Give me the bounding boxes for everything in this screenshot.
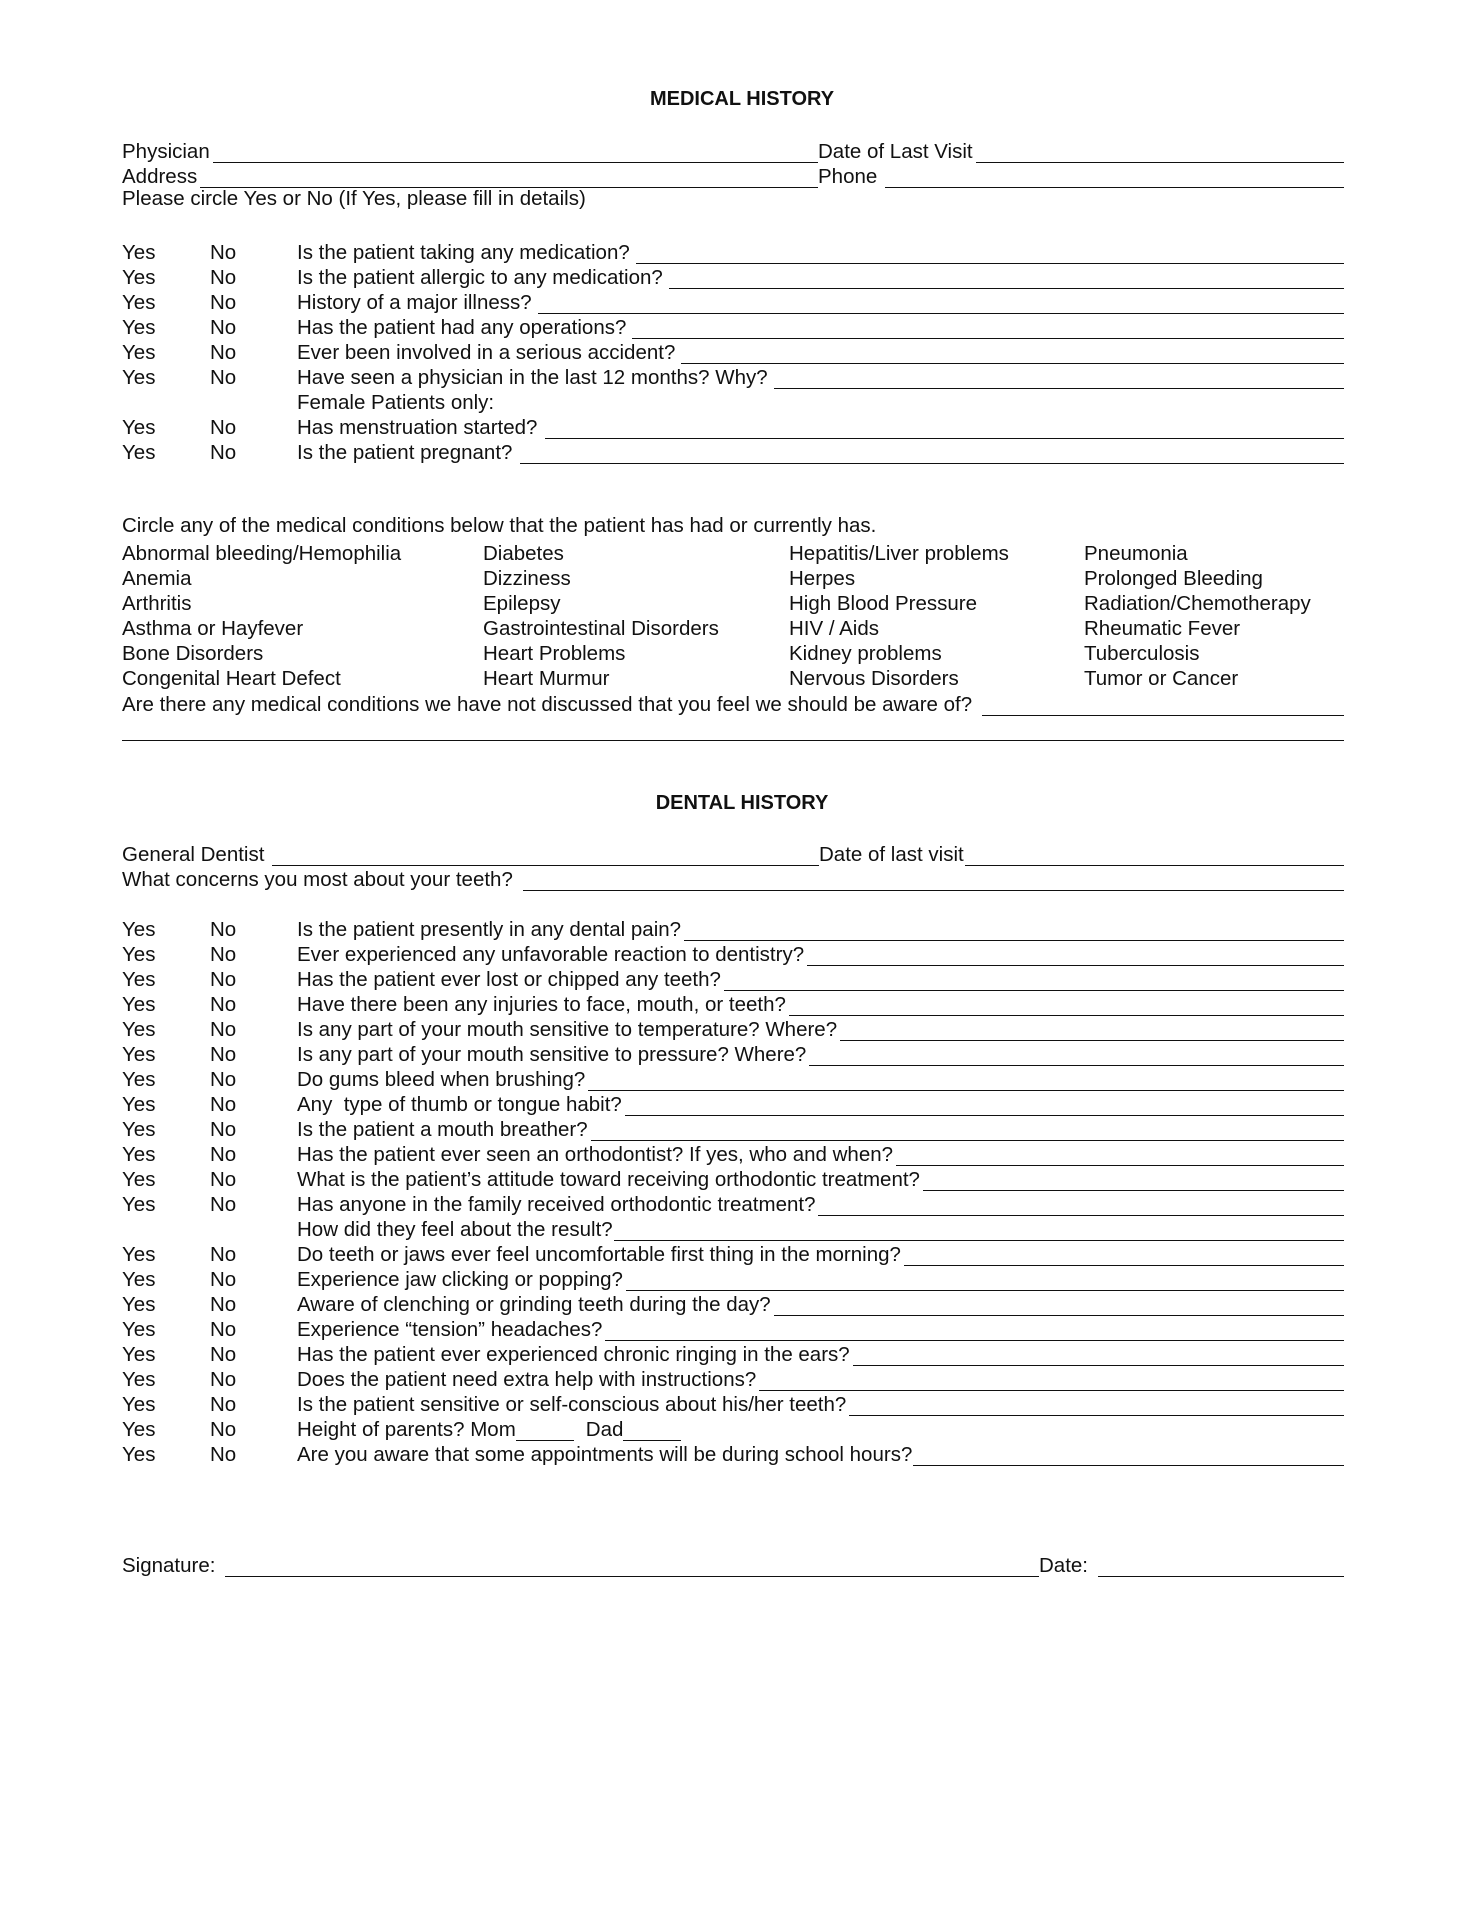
answer-field[interactable] (538, 293, 1344, 314)
signature-row (122, 1552, 1344, 1577)
question-row (122, 364, 1344, 389)
question-text: Ever experienced any unfavorable reaction to dentistry? (297, 943, 805, 966)
no-option[interactable]: No (210, 1068, 237, 1091)
concerns-label: What concerns you most about your teeth? (122, 868, 513, 891)
yes-option[interactable]: Yes (122, 1393, 156, 1416)
signature-label: Signature: (122, 1554, 216, 1577)
question (297, 242, 1344, 264)
answer-field[interactable] (588, 1070, 1344, 1091)
no-option[interactable]: No (210, 366, 237, 389)
no-option[interactable]: No (210, 1368, 237, 1391)
question-text: Is any part of your mouth sensitive to temperature? Where? (297, 1018, 838, 1041)
condition-option[interactable]: Rheumatic Fever (1084, 617, 1241, 640)
question-row (122, 439, 1344, 464)
condition-option[interactable]: Nervous Disorders (789, 667, 959, 690)
school-hours-field[interactable] (913, 1445, 1344, 1466)
no-option[interactable]: No (210, 291, 237, 314)
question-row (122, 1316, 1344, 1341)
question-row (122, 1066, 1344, 1091)
conditions-row (122, 665, 1344, 690)
condition-option[interactable]: Abnormal bleeding/Hemophilia (122, 542, 402, 565)
yes-option[interactable]: Yes (122, 1143, 156, 1166)
conditions-intro: Circle any of the medical conditions below that the patient has had or currently has. (122, 514, 877, 537)
question-text: Is any part of your mouth sensitive to pressure? Where? (297, 1043, 807, 1066)
dental-history-title: DENTAL HISTORY (655, 792, 829, 814)
condition-option[interactable]: Gastrointestinal Disorders (483, 617, 719, 640)
answer-field[interactable] (923, 1170, 1344, 1191)
concerns-row (122, 866, 1344, 891)
female-patients-label-row (122, 389, 1344, 414)
answer-field[interactable] (605, 1320, 1344, 1341)
question-text: Do teeth or jaws ever feel uncomfortable first thing in the morning? (297, 1243, 901, 1266)
yes-option[interactable]: Yes (122, 1318, 156, 1341)
question-row (122, 1191, 1344, 1216)
no-option[interactable]: No (210, 1318, 237, 1341)
question (297, 1369, 1344, 1391)
question-row (122, 289, 1344, 314)
yes-option[interactable]: Yes (122, 1043, 156, 1066)
question-text: Is the patient a mouth breather? (297, 1118, 588, 1141)
question-row (122, 314, 1344, 339)
no-option[interactable]: No (210, 416, 237, 439)
general-dentist-row (122, 841, 1344, 866)
question-text: Is the patient presently in any dental pain? (297, 918, 682, 941)
yes-option[interactable]: Yes (122, 993, 156, 1016)
date-field[interactable] (1098, 1556, 1344, 1577)
question-text: Is the patient allergic to any medication? (297, 266, 663, 289)
question (297, 1119, 1344, 1141)
question-text: Does the patient need extra help with instructions? (297, 1368, 757, 1391)
conditions-row (122, 565, 1344, 590)
no-option[interactable]: No (210, 1168, 237, 1191)
condition-option[interactable]: Diabetes (483, 542, 564, 565)
yes-option[interactable]: Yes (122, 1243, 156, 1266)
question (297, 919, 1344, 941)
dental-date-of-last-visit-label: Date of last visit (819, 843, 964, 866)
no-option[interactable]: No (210, 1343, 237, 1366)
answer-field[interactable] (591, 1120, 1344, 1141)
question-row (122, 1091, 1344, 1116)
answer-field[interactable] (774, 1295, 1344, 1316)
condition-option[interactable]: High Blood Pressure (789, 592, 978, 615)
question-row (122, 1116, 1344, 1141)
question (297, 417, 1344, 439)
date-of-last-visit-field[interactable] (976, 142, 1344, 163)
question-text: Experience jaw clicking or popping? (297, 1268, 623, 1291)
height-question-mom-label: Height of parents? Mom (297, 1418, 516, 1441)
dad-height-field[interactable] (623, 1420, 681, 1441)
question-text: Has the patient had any operations? (297, 316, 627, 339)
question-text: Has the patient ever lost or chipped any teeth? (297, 968, 721, 991)
yes-option[interactable]: Yes (122, 441, 156, 464)
question-text: Is the patient pregnant? (297, 441, 513, 464)
question (297, 969, 1344, 991)
no-option[interactable]: No (210, 1018, 237, 1041)
condition-option[interactable]: Arthritis (122, 592, 192, 615)
no-option[interactable]: No (210, 1118, 237, 1141)
question (297, 994, 1344, 1016)
no-option[interactable]: No (210, 918, 237, 941)
conditions-row (122, 590, 1344, 615)
followup-row (122, 1216, 1344, 1241)
yes-option[interactable]: Yes (122, 1418, 156, 1441)
question-row (122, 1241, 1344, 1266)
no-option[interactable]: No (210, 1393, 237, 1416)
condition-option[interactable]: Pneumonia (1084, 542, 1188, 565)
question-text: Has the patient ever seen an orthodontist? If yes, who and when? (297, 1143, 894, 1166)
question-row (122, 264, 1344, 289)
yes-option[interactable]: Yes (122, 1368, 156, 1391)
no-option[interactable]: No (210, 341, 237, 364)
no-option[interactable]: No (210, 316, 237, 339)
question-row (122, 239, 1344, 264)
yes-option[interactable]: Yes (122, 943, 156, 966)
answer-field[interactable] (636, 243, 1344, 264)
question-row (122, 414, 1344, 439)
question-text: Is the patient taking any medication? (297, 241, 630, 264)
other-conditions-field[interactable] (982, 695, 1344, 716)
yes-option[interactable]: Yes (122, 316, 156, 339)
date-of-last-visit-label: Date of Last Visit (818, 140, 973, 163)
condition-option[interactable]: Kidney problems (789, 642, 942, 665)
yes-option[interactable]: Yes (122, 1268, 156, 1291)
question-text: What is the patient’s attitude toward receiving orthodontic treatment? (297, 1168, 920, 1191)
no-option[interactable]: No (210, 266, 237, 289)
yes-option[interactable]: Yes (122, 1343, 156, 1366)
condition-option[interactable]: Dizziness (483, 567, 571, 590)
school-hours-question: Are you aware that some appointments will be during school hours? (297, 1443, 913, 1466)
answer-field[interactable] (853, 1345, 1344, 1366)
other-conditions-question: Are there any medical conditions we have not discussed that you feel we should be aware of? (122, 693, 973, 716)
answer-field[interactable] (774, 368, 1344, 389)
general-dentist-field[interactable] (272, 845, 819, 866)
question-text: Have seen a physician in the last 12 months? Why? (297, 366, 768, 389)
question-row (122, 941, 1344, 966)
question (297, 1019, 1344, 1041)
physician-row (122, 138, 1344, 163)
question (297, 1194, 1344, 1216)
question (297, 342, 1344, 364)
condition-option[interactable]: HIV / Aids (789, 617, 880, 640)
no-option[interactable]: No (210, 993, 237, 1016)
yes-option[interactable]: Yes (122, 1068, 156, 1091)
condition-option[interactable]: Prolonged Bleeding (1084, 567, 1263, 590)
question-text: Aware of clenching or grinding teeth during the day? (297, 1293, 771, 1316)
answer-field[interactable] (545, 418, 1344, 439)
condition-option[interactable]: Asthma or Hayfever (122, 617, 304, 640)
question (297, 1094, 1344, 1116)
conditions-row (122, 540, 1344, 565)
answer-field[interactable] (818, 1195, 1344, 1216)
answer-field[interactable] (626, 1270, 1344, 1291)
followup-field[interactable] (614, 1220, 1344, 1241)
yes-option[interactable]: Yes (122, 1443, 156, 1466)
question-row (122, 1016, 1344, 1041)
no-option[interactable]: No (210, 1043, 237, 1066)
condition-option[interactable]: Herpes (789, 567, 856, 590)
question-text: Has the patient ever experienced chronic ringing in the ears? (297, 1343, 850, 1366)
question (297, 1269, 1344, 1291)
question-row (122, 1366, 1344, 1391)
general-dentist-label: General Dentist (122, 843, 265, 866)
answer-field[interactable] (724, 970, 1344, 991)
no-option[interactable]: No (210, 1193, 237, 1216)
no-option[interactable]: No (210, 1093, 237, 1116)
answer-field[interactable] (904, 1245, 1344, 1266)
yes-option[interactable]: Yes (122, 291, 156, 314)
no-option[interactable]: No (210, 241, 237, 264)
yes-option[interactable]: Yes (122, 1118, 156, 1141)
address-label: Address (122, 165, 198, 188)
question-text: Has menstruation started? (297, 416, 538, 439)
question-text: Ever been involved in a serious accident? (297, 341, 676, 364)
condition-option[interactable]: Bone Disorders (122, 642, 264, 665)
yes-option[interactable]: Yes (122, 241, 156, 264)
medical-history-title: MEDICAL HISTORY (649, 88, 835, 110)
answer-field[interactable] (789, 995, 1344, 1016)
question-row (122, 1391, 1344, 1416)
followup-question: How did they feel about the result? (297, 1218, 613, 1241)
no-option[interactable]: No (210, 441, 237, 464)
dental-date-of-last-visit-field[interactable] (965, 845, 1344, 866)
address-row (122, 163, 1344, 188)
yes-option[interactable]: Yes (122, 1193, 156, 1216)
yes-option[interactable]: Yes (122, 918, 156, 941)
date-label: Date: (1039, 1554, 1088, 1577)
dad-height-label: Dad (585, 1418, 624, 1441)
yes-option[interactable]: Yes (122, 1168, 156, 1191)
question-row (122, 1141, 1344, 1166)
answer-field[interactable] (809, 1045, 1344, 1066)
no-option[interactable]: No (210, 1418, 237, 1441)
answer-field[interactable] (520, 443, 1344, 464)
conditions-row (122, 640, 1344, 665)
other-conditions-row (122, 691, 1344, 716)
question (297, 1294, 1344, 1316)
yes-option[interactable]: Yes (122, 1093, 156, 1116)
condition-option[interactable]: Tumor or Cancer (1084, 667, 1239, 690)
condition-option[interactable]: Congenital Heart Defect (122, 667, 341, 690)
question (297, 1169, 1344, 1191)
physician-label: Physician (122, 140, 210, 163)
yes-option[interactable]: Yes (122, 1018, 156, 1041)
question (297, 1244, 1344, 1266)
yes-option[interactable]: Yes (122, 416, 156, 439)
condition-option[interactable]: Hepatitis/Liver problems (789, 542, 1009, 565)
question (297, 292, 1344, 314)
question-row (122, 339, 1344, 364)
answer-field[interactable] (759, 1370, 1344, 1391)
physician-field[interactable] (213, 142, 818, 163)
school-hours-row (122, 1441, 1344, 1466)
phone-field[interactable] (885, 167, 1344, 188)
answer-field[interactable] (849, 1395, 1344, 1416)
question-text: Experience “tension” headaches? (297, 1318, 603, 1341)
circle-instructions: Please circle Yes or No (If Yes, please fill in details) (122, 187, 586, 210)
question-row (122, 1341, 1344, 1366)
question-text: History of a major illness? (297, 291, 532, 314)
question-text: Any type of thumb or tongue habit? (297, 1093, 622, 1116)
yes-option[interactable]: Yes (122, 1293, 156, 1316)
question-row (122, 1041, 1344, 1066)
mom-height-field[interactable] (516, 1420, 574, 1441)
female-patients-label: Female Patients only: (297, 391, 495, 414)
question-text: Have there been any injuries to face, mouth, or teeth? (297, 993, 786, 1016)
no-option[interactable]: No (210, 1268, 237, 1291)
phone-label: Phone (818, 165, 878, 188)
no-option[interactable]: No (210, 1293, 237, 1316)
yes-option[interactable]: Yes (122, 366, 156, 389)
other-conditions-row-2 (122, 716, 1344, 741)
other-conditions-field-2[interactable] (122, 720, 1344, 741)
question (297, 1069, 1344, 1091)
question-text: Is the patient sensitive or self-conscious about his/her teeth? (297, 1393, 847, 1416)
condition-option[interactable]: Epilepsy (483, 592, 561, 615)
yes-option[interactable]: Yes (122, 266, 156, 289)
question (297, 367, 1344, 389)
no-option[interactable]: No (210, 943, 237, 966)
no-option[interactable]: No (210, 1243, 237, 1266)
question-row (122, 966, 1344, 991)
question-text: Has anyone in the family received orthodontic treatment? (297, 1193, 816, 1216)
question (297, 944, 1344, 966)
no-option[interactable]: No (210, 1143, 237, 1166)
question (297, 317, 1344, 339)
condition-option[interactable]: Anemia (122, 567, 192, 590)
question-text: Do gums bleed when brushing? (297, 1068, 586, 1091)
question (297, 267, 1344, 289)
yes-option[interactable]: Yes (122, 968, 156, 991)
concerns-field[interactable] (523, 870, 1344, 891)
address-field[interactable] (200, 167, 818, 188)
question (297, 442, 1344, 464)
question-row (122, 1266, 1344, 1291)
answer-field[interactable] (681, 343, 1344, 364)
answer-field[interactable] (625, 1095, 1344, 1116)
condition-option[interactable]: Heart Problems (483, 642, 626, 665)
answer-field[interactable] (669, 268, 1344, 289)
question-row (122, 1166, 1344, 1191)
yes-option[interactable]: Yes (122, 341, 156, 364)
answer-field[interactable] (632, 318, 1344, 339)
condition-option[interactable]: Heart Murmur (483, 667, 610, 690)
conditions-row (122, 615, 1344, 640)
question (297, 1344, 1344, 1366)
condition-option[interactable]: Tuberculosis (1084, 642, 1200, 665)
question-row (122, 991, 1344, 1016)
signature-field[interactable] (225, 1556, 1039, 1577)
condition-option[interactable]: Radiation/Chemotherapy (1084, 592, 1311, 615)
answer-field[interactable] (896, 1145, 1344, 1166)
answer-field[interactable] (684, 920, 1344, 941)
question-row (122, 1291, 1344, 1316)
question (297, 1144, 1344, 1166)
answer-field[interactable] (807, 945, 1344, 966)
height-of-parents-row (122, 1416, 1344, 1441)
answer-field[interactable] (840, 1020, 1344, 1041)
question (297, 1044, 1344, 1066)
no-option[interactable]: No (210, 1443, 237, 1466)
question-row (122, 916, 1344, 941)
no-option[interactable]: No (210, 968, 237, 991)
question (297, 1394, 1344, 1416)
question (297, 1319, 1344, 1341)
